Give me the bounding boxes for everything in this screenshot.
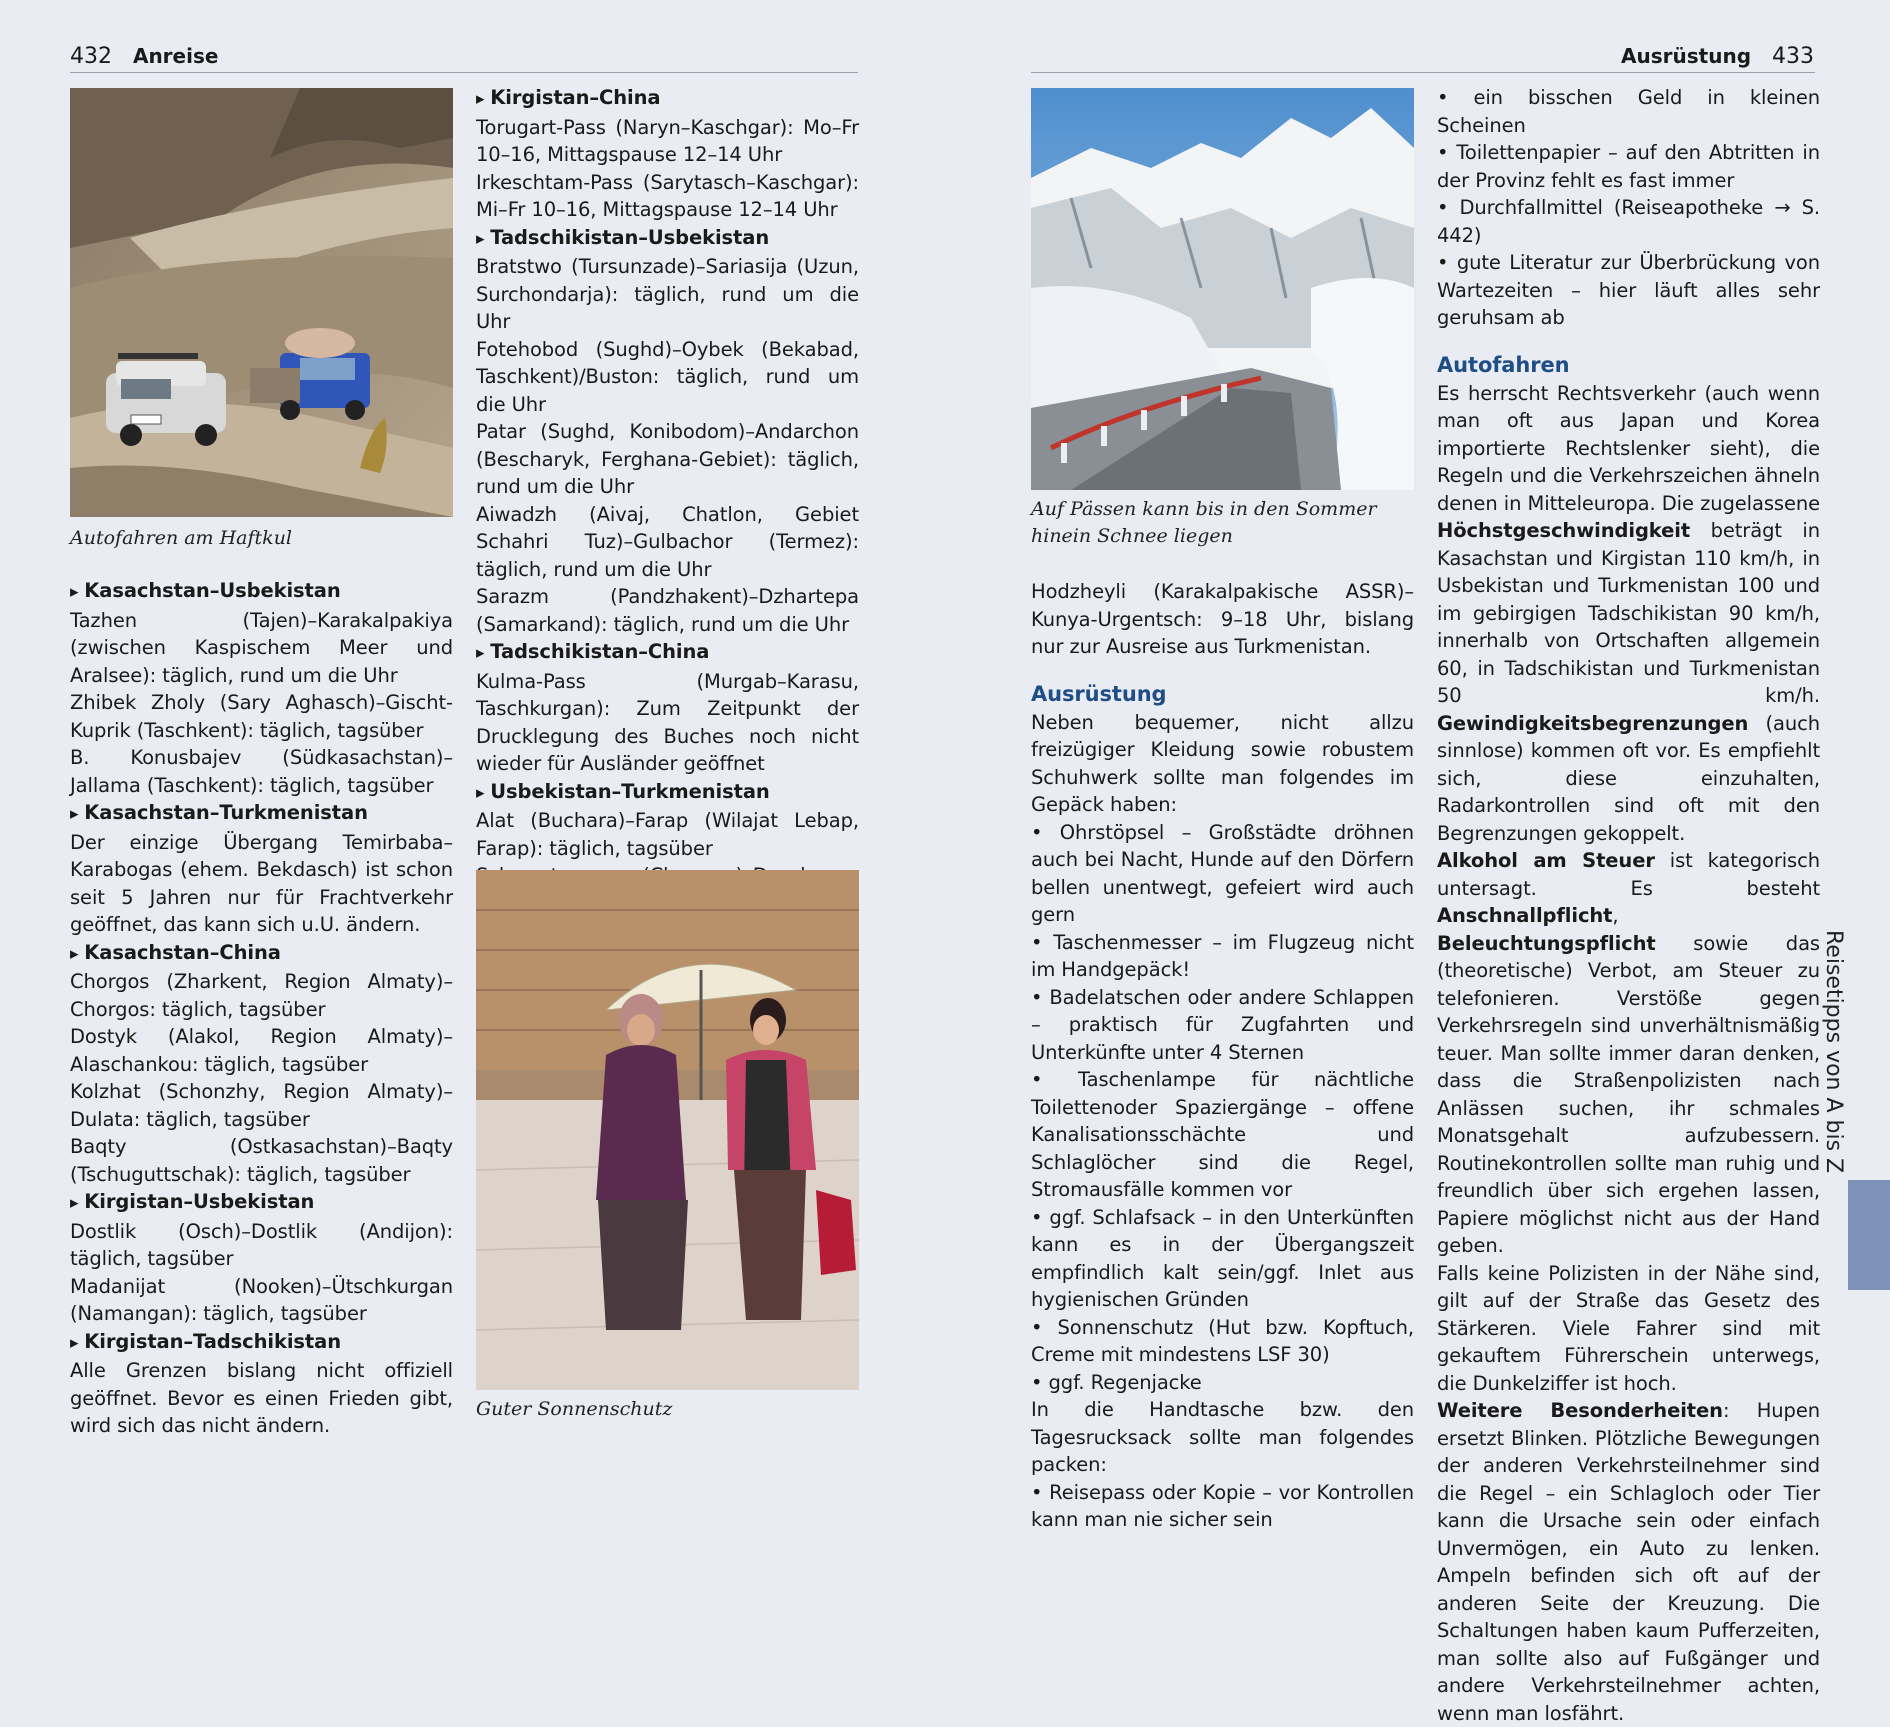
photo-snowy-pass xyxy=(1031,88,1414,490)
paragraph: Aiwadzh (Aivaj, Chatlon, Gebiet Schahri Tuz)–Gulbachor (Termez): täglich, rund um die Uhr xyxy=(476,502,859,581)
header-rule-left xyxy=(70,72,858,73)
photo-mountain-road xyxy=(70,88,453,517)
paragraph: Sarazm (Pandzhakent)–Dzhartepa (Samarkand): täglich, rund um die Uhr xyxy=(476,585,859,636)
side-label: Reisetipps von A bis Z xyxy=(1821,930,1846,1174)
paragraph: B. Konusbajev (Südkasachstan)–Jallama (Taschkent): täglich, tagsüber xyxy=(70,746,453,797)
text-run: (auch sinnlose) kommen oft vor. Es empfiehlt sich, diese einzuhalten, Radarkontrollen sind oft mit den Begrenzungen gekoppelt. xyxy=(1437,711,1820,845)
running-head-right: Ausrüstung xyxy=(1621,44,1752,68)
list-item: • gute Literatur zur Überbrückung von Wartezeiten – hier läuft alles sehr geruhsam ab xyxy=(1437,249,1820,332)
list-item: • ein bisschen Geld in kleinen Scheinen xyxy=(1437,84,1820,139)
list-item: • ggf. Schlafsack – in den Unterkünften kann es in der Übergangszeit empfindlich kalt sein/ggf. Inlet aus hygienischen Gründen xyxy=(1031,1204,1414,1314)
paragraph xyxy=(1437,1397,1820,1727)
right-column-1 xyxy=(1031,578,1414,1534)
paragraph: Kulma-Pass (Murgab–Karasu, Taschkurgan): Zum Zeitpunkt der Drucklegung des Buches noch nicht wieder für Ausländer geöffnet xyxy=(476,669,859,775)
paragraph: Torugart-Pass (Naryn–Kaschgar): Mo–Fr 10–16, Mittagspause 12–14 Uhr xyxy=(476,115,859,166)
bold-term: Höchstgeschwindigkeit xyxy=(1437,519,1691,542)
right-column-2 xyxy=(1437,84,1820,1727)
paragraph: Bratstwo (Tursunzade)–Sariasija (Uzun, Surchondarja): täglich, rund um die Uhr xyxy=(476,255,859,333)
paragraph xyxy=(1437,847,1820,1260)
page-number-left: 432 xyxy=(70,44,112,69)
text-run: , xyxy=(1612,904,1619,927)
thumb-index-tab xyxy=(1848,1180,1890,1290)
header-rule-right xyxy=(1031,72,1815,73)
text-run: beträgt in Kasachstan und Kirgistan 110 km/h, in Usbekistan und Turkmenistan 100 und im gebirgigen Tadschikistan 90 km/h, innerhalb von Ortschaften allgemein 60, in Tadschikistan und Turkmenistan 50 km/h. xyxy=(1437,519,1820,707)
caption-photo-snowy-pass: Auf Pässen kann bis in den Sommer hinein Schnee liegen xyxy=(1031,498,1377,547)
bold-term: Anschnallpflicht xyxy=(1437,904,1613,927)
list-item: • Toilettenpapier – auf den Abtritten in der Provinz fehlt es fast immer xyxy=(1437,139,1820,194)
paragraph xyxy=(1437,380,1820,848)
text-run: : Hupen ersetzt Blinken. Plötzliche Bewegungen der anderen Verkehrsteilnehmer sind die Regel – ein Schlagloch oder Tier kann die Ursache sein oder einfach Unvermögen, ein Auto zu lenken. Ampeln befinden sich oft auf der anderen Seite der Kreuzung. Die Schaltungen haben kaum Pufferzeiten, man sollte also auf Fußgänger und andere Verkehrsteilnehmer achten, wenn man losfährt. xyxy=(1437,1399,1820,1725)
paragraph: In die Handtasche bzw. den Tagesrucksack sollte man folgendes packen: xyxy=(1031,1398,1414,1476)
subhead-kasachstan-turkmenistan: ▸ Kasachstan–Turkmenistan xyxy=(70,799,453,829)
text-run: sowie das (theoretische) Verbot, am Steuer zu telefonieren. Verstöße gegen Verkehrsregeln sind unverhältnismäßig teuer. Man sollte immer daran denken, dass die Straßenpolizisten nach Anlässen suchen, ihr schmales Monatsgehalt aufzubessern. Routinekontrollen sollte man ruhig und freundlich über sich ergehen lassen, Papiere möglichst nicht aus der Hand geben. xyxy=(1437,931,1820,1257)
paragraph: Alat (Buchara)–Farap (Wilajat Lebap, Farap): täglich, tagsüber xyxy=(476,809,859,860)
subhead-kirgistan-tadschikistan: ▸ Kirgistan–Tadschikistan xyxy=(70,1328,453,1358)
list-item: • Taschenlampe für nächtliche Toilettenoder Spaziergänge – offene Kanalisationsschächte und Schlaglöcher sind die Regel, Stromausfälle kommen vor xyxy=(1031,1066,1414,1204)
bold-term: Gewindigkeitsbegrenzungen xyxy=(1437,711,1749,735)
paragraph: Kolzhat (Schonzhy, Region Almaty)–Dulata: täglich, tagsüber xyxy=(70,1080,453,1131)
paragraph: Dostlik (Osch)–Dostlik (Andijon): täglich, tagsüber xyxy=(70,1219,453,1270)
left-page xyxy=(0,0,945,1496)
right-page xyxy=(945,0,1890,1725)
list-item: • Taschenmesser – im Flugzeug nicht im Handgepäck! xyxy=(1031,929,1414,984)
subhead-kasachstan-china: ▸ Kasachstan–China xyxy=(70,939,453,969)
bold-term: Beleuchtungspflicht xyxy=(1437,931,1656,955)
list-item: • ggf. Regenjacke xyxy=(1031,1369,1414,1397)
right-header xyxy=(1621,44,1814,69)
subhead-usbekistan-turkmenistan: ▸ Usbekistan–Turkmenistan xyxy=(476,778,859,808)
paragraph: Der einzige Übergang Temirbaba–Karabogas (ehem. Bekdasch) ist schon seit 5 Jahren nur für Frachtverkehr geöffnet, das kann sich u.U. ändern. xyxy=(70,830,453,936)
paragraph: Falls keine Polizisten in der Nähe sind, gilt auf der Straße das Gesetz des Stärkeren. Viele Fahrer sind mit gekauftem Führerschein unterwegs, die Dunkelziffer ist hoch. xyxy=(1437,1261,1820,1395)
heading-ausruestung: Ausrüstung xyxy=(1031,681,1167,706)
heading-autofahren: Autofahren xyxy=(1437,352,1570,377)
subhead-tadschikistan-usbekistan: ▸ Tadschikistan–Usbekistan xyxy=(476,224,859,254)
subhead-kirgistan-usbekistan: ▸ Kirgistan–Usbekistan xyxy=(70,1188,453,1218)
caption-photo-women-umbrella: Guter Sonnenschutz xyxy=(476,1398,673,1420)
caption-photo-mountain-road: Autofahren am Haftkul xyxy=(70,527,293,549)
subhead-kasachstan-usbekistan: ▸ Kasachstan–Usbekistan xyxy=(70,577,453,607)
subhead-kirgistan-china: ▸ Kirgistan–China xyxy=(476,84,859,114)
paragraph: Alle Grenzen bislang nicht offiziell geöffnet. Bevor es einen Frieden gibt, wird sich das nicht ändern. xyxy=(70,1359,453,1437)
list-item: • Reisepass oder Kopie – vor Kontrollen kann man nie sicher sein xyxy=(1031,1479,1414,1534)
paragraph: Zhibek Zholy (Sary Aghasch)–Gischt-Kuprik (Taschkent): täglich, tagsüber xyxy=(70,691,453,742)
running-head-left: Anreise xyxy=(132,44,219,68)
photo-women-umbrella xyxy=(476,870,859,1390)
paragraph: Baqty (Ostkasachstan)–Baqty (Tschuguttschak): täglich, tagsüber xyxy=(70,1135,453,1186)
text-run: ist kategorisch untersagt. Es besteht xyxy=(1437,849,1820,900)
bold-term: Alkohol am Steuer xyxy=(1437,849,1655,872)
list-item: • Durchfallmittel (Reiseapotheke → S. 442) xyxy=(1437,194,1820,249)
text-run: Es herrscht Rechtsverkehr (auch wenn man oft aus Japan und Korea importierte Rechtslenker sieht), die Regeln und die Verkehrszeichen ähneln denen in Mitteleuropa. Die zugelassene xyxy=(1437,381,1820,515)
paragraph: Tazhen (Tajen)–Karakalpakiya (zwischen Kaspischem Meer und Aralsee): täglich, rund um die Uhr xyxy=(70,608,453,687)
paragraph: Neben bequemer, nicht allzu freizügiger Kleidung sowie robustem Schuhwerk sollte man folgendes im Gepäck haben: xyxy=(1031,710,1414,816)
list-item: • Badelatschen oder andere Schlappen – praktisch für Zugfahrten und Unterkünfte unter 4 Sternen xyxy=(1031,984,1414,1067)
subhead-tadschikistan-china: ▸ Tadschikistan–China xyxy=(476,638,859,668)
paragraph: Madanijat (Nooken)–Ütschkurgan (Namangan): täglich, tagsüber xyxy=(70,1274,453,1325)
left-column-1 xyxy=(70,577,453,1440)
paragraph: Chorgos (Zharkent, Region Almaty)–Chorgos: täglich, tagsüber xyxy=(70,970,453,1021)
paragraph: Patar (Sughd, Konibodom)–Andarchon (Bescharyk, Ferghana-Gebiet): täglich, rund um die Uhr xyxy=(476,420,859,498)
list-item: • Ohrstöpsel – Großstädte dröhnen auch bei Nacht, Hunde auf den Dörfern bellen unentwegt, gefeiert wird auch gern xyxy=(1031,819,1414,929)
left-header xyxy=(70,44,218,69)
left-column-2 xyxy=(476,84,859,917)
paragraph: Irkeschtam-Pass (Sarytasch–Kaschgar): Mi–Fr 10–16, Mittagspause 12–14 Uhr xyxy=(476,170,859,221)
page-number-right: 433 xyxy=(1772,44,1814,69)
paragraph: Dostyk (Alakol, Region Almaty)–Alaschankou: täglich, tagsüber xyxy=(70,1025,453,1076)
paragraph: Hodzheyli (Karakalpakische ASSR)–Kunya-Urgentsch: 9–18 Uhr, bislang nur zur Ausreise aus Turkmenistan. xyxy=(1031,580,1414,658)
paragraph: Fotehobod (Sughd)–Oybek (Bekabad, Taschkent)/Buston: täglich, rund um die Uhr xyxy=(476,337,859,416)
bold-term: Weitere Besonderheiten xyxy=(1437,1399,1723,1422)
list-item: • Sonnenschutz (Hut bzw. Kopftuch, Creme mit mindestens LSF 30) xyxy=(1031,1314,1414,1369)
